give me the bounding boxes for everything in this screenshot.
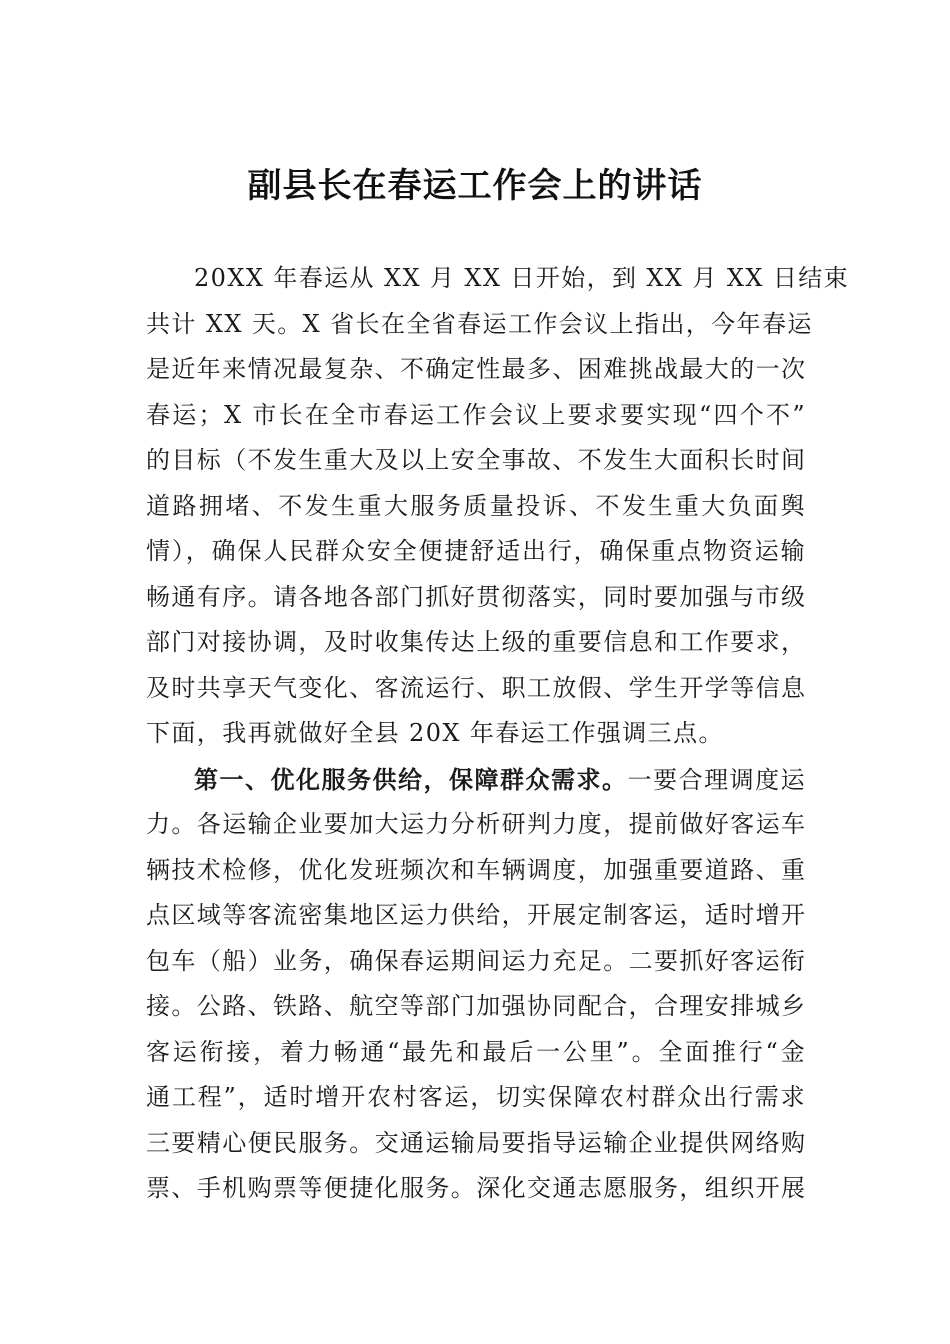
- text-line: 道路拥堵、不发生重大服务质量投诉、不发生重大负面舆: [146, 491, 806, 520]
- text-line: 客运衔接，着力畅通“最先和最后一公里”。全面推行“金: [146, 1037, 806, 1066]
- text-line: 力。各运输企业要加大运力分析研判力度，提前做好客运车: [146, 810, 807, 838]
- text-line: 的目标（不发生重大及以上安全事故、不发生大面积长时间: [146, 446, 807, 474]
- text-line: 三要精心便民服务。交通运输局要指导运输企业提供网络购: [146, 1128, 807, 1157]
- section-heading: 第一、优化服务供给，保障群众需求。: [194, 764, 628, 794]
- text-line: 包车（船）业务，确保春运期间运力充足。二要抓好客运衔: [146, 946, 807, 975]
- document-body: [146, 256, 850, 1212]
- text-line: [146, 757, 806, 803]
- text-line: 情），确保人民群众安全便捷舒适出行，确保重点物资运输: [146, 537, 806, 565]
- text-line: 部门对接协调，及时收集传达上级的重要信息和工作要求，: [146, 628, 807, 656]
- paragraph-1: [146, 256, 850, 757]
- text-line: 畅通有序。请各地各部门抓好贯彻落实，同时要加强与市级: [146, 582, 807, 611]
- text-line: 及时共享天气变化、客流运行、职工放假、学生开学等信息: [146, 673, 807, 702]
- text-line: 下面，我再就做好全县 20X 年春运工作强调三点。: [146, 719, 724, 747]
- paragraph-2: [146, 757, 806, 1212]
- text-line: 春运；X 市长在全市春运工作会议上要求要实现“四个不”: [146, 400, 806, 429]
- text-line: 20XX 年春运从 XX 月 XX 日开始，到 XX 月 XX 日结束: [194, 264, 850, 292]
- text-line: 接。公路、铁路、航空等部门加强协同配合，合理安排城乡: [146, 992, 807, 1020]
- document-title: 副县长在春运工作会上的讲话: [247, 166, 703, 206]
- text-line: 共计 XX 天。X 省长在全省春运工作会议上指出，今年春运: [146, 309, 813, 338]
- heading-line-rest: 一要合理调度运: [627, 765, 806, 794]
- text-line: 是近年来情况最复杂、不确定性最多、困难挑战最大的一次: [146, 355, 807, 383]
- text-line: 票、手机购票等便捷化服务。深化交通志愿服务，组织开展: [146, 1174, 807, 1202]
- text-line: 点区域等客流密集地区运力供给，开展定制客运，适时增开: [146, 901, 807, 929]
- text-line: 通工程”，适时增开农村客运，切实保障农村群众出行需求: [146, 1083, 806, 1111]
- text-line: 辆技术检修，优化发班频次和车辆调度，加强重要道路、重: [146, 855, 807, 884]
